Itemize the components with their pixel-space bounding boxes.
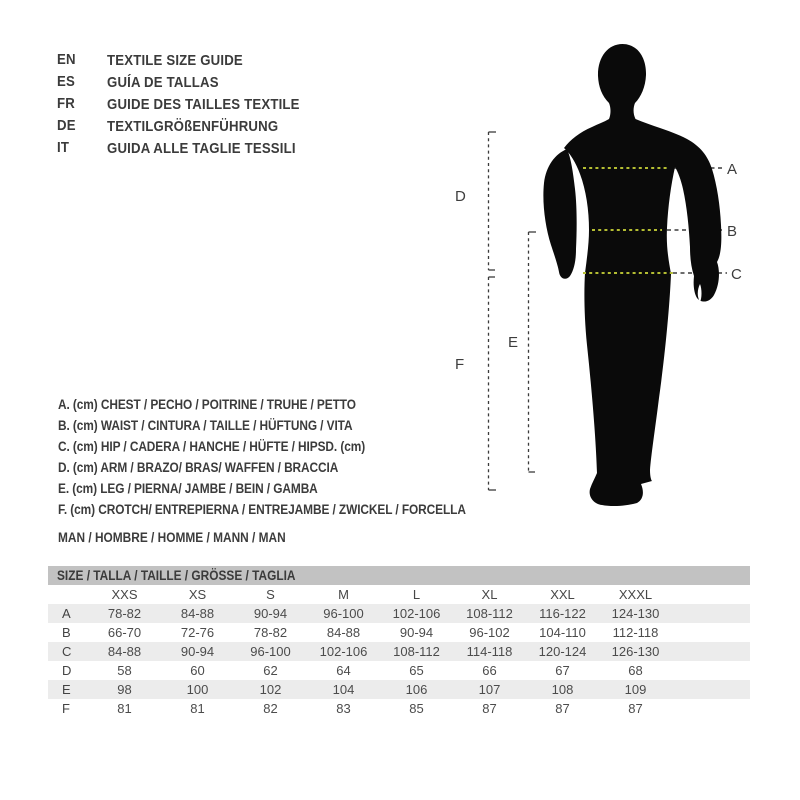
filler-cell xyxy=(672,661,750,680)
filler-cell xyxy=(672,699,750,718)
cell: 109 xyxy=(599,680,672,699)
table-row-c xyxy=(48,642,750,661)
row-label: F xyxy=(62,701,70,716)
table-row-d xyxy=(48,661,750,680)
cell: 106 xyxy=(380,680,453,699)
measurement-line-chest: A. (cm) CHEST / PECHO / POITRINE / TRUHE / PETTO xyxy=(58,397,356,412)
cell: 66-70 xyxy=(107,625,142,640)
cell: 126-130 xyxy=(599,642,672,661)
cell: 65 xyxy=(409,663,424,678)
col-header-xl: XL xyxy=(481,587,498,602)
row-label: E xyxy=(48,680,88,699)
cell: 96-100 xyxy=(307,604,380,623)
label-leg: E xyxy=(508,334,519,351)
measurement-line-crotch: F. (cm) CROTCH/ ENTREPIERNA / ENTREJAMBE / ZWICKEL / FORCELLA xyxy=(58,502,466,517)
col-header-xs: XS xyxy=(188,587,207,602)
cell: 104 xyxy=(307,680,380,699)
measurement-line-hip: C. (cm) HIP / CADERA / HANCHE / HÜFTE / HIPSD. (cm) xyxy=(58,439,366,454)
cell: 72-76 xyxy=(180,625,215,640)
row-label: D xyxy=(62,663,72,678)
lang-row-it xyxy=(57,137,477,159)
lang-row-fr xyxy=(57,93,477,115)
cell: 60 xyxy=(190,663,205,678)
filler-cell xyxy=(672,680,750,699)
cell: 84-88 xyxy=(326,625,361,640)
cell: 81 xyxy=(117,701,132,716)
cell: 83 xyxy=(336,701,351,716)
cell: 66 xyxy=(482,663,497,678)
cell: 112-118 xyxy=(612,625,659,640)
filler-cell xyxy=(672,623,750,642)
lang-row-es xyxy=(57,71,477,93)
man-silhouette xyxy=(564,44,721,506)
cell: 90-94 xyxy=(234,604,307,623)
table-row-f xyxy=(48,699,750,718)
cell: 87 xyxy=(555,701,570,716)
col-header-xxxl: XXXL xyxy=(618,587,653,602)
col-header-l: L xyxy=(412,587,421,602)
table-title: SIZE / TALLA / TAILLE / GRÖSSE / TAGLIA xyxy=(57,568,296,583)
lang-row-de xyxy=(57,115,477,137)
cell: 84-88 xyxy=(88,642,161,661)
col-header-xxs: XXS xyxy=(111,587,138,602)
cell: 84-88 xyxy=(161,604,234,623)
cell: 87 xyxy=(482,701,497,716)
lang-row-en xyxy=(57,49,477,71)
lang-title: TEXTILGRÖßENFÜHRUNG xyxy=(107,117,279,135)
cell: 107 xyxy=(453,680,526,699)
lang-code: IT xyxy=(57,139,70,156)
cell: 124-130 xyxy=(599,604,672,623)
measurements-legend xyxy=(58,394,518,520)
cell: 87 xyxy=(628,701,643,716)
cell: 108 xyxy=(526,680,599,699)
cell: 82 xyxy=(263,701,278,716)
lang-code: EN xyxy=(57,51,76,68)
label-chest: A xyxy=(727,161,738,178)
lang-title: GUÍA DE TALLAS xyxy=(107,73,219,91)
cell: 108-112 xyxy=(380,642,453,661)
cell: 98 xyxy=(88,680,161,699)
lang-code: ES xyxy=(57,73,75,90)
measurement-line-waist: B. (cm) WAIST / CINTURA / TAILLE / HÜFTUNG / VITA xyxy=(58,418,353,433)
title-block xyxy=(57,49,477,159)
cell: 81 xyxy=(190,701,205,716)
cell: 104-110 xyxy=(539,625,586,640)
cell: 67 xyxy=(555,663,570,678)
row-label: A xyxy=(48,604,88,623)
cell: 102 xyxy=(234,680,307,699)
filler-cell xyxy=(672,642,750,661)
cell: 62 xyxy=(263,663,278,678)
col-header-xxl: XXL xyxy=(550,587,575,602)
cell: 68 xyxy=(628,663,643,678)
label-hip: C xyxy=(731,266,742,283)
cell: 85 xyxy=(409,701,424,716)
cell: 100 xyxy=(161,680,234,699)
col-header-s: S xyxy=(266,587,275,602)
table-columns-row xyxy=(48,585,750,604)
cell: 116-122 xyxy=(526,604,599,623)
cell: 120-124 xyxy=(526,642,599,661)
cell: 78-82 xyxy=(88,604,161,623)
cell: 96-100 xyxy=(234,642,307,661)
cell: 96-102 xyxy=(469,625,510,640)
cell: 102-106 xyxy=(307,642,380,661)
label-arm: D xyxy=(455,188,466,205)
cell: 102-106 xyxy=(380,604,453,623)
lang-title: GUIDA ALLE TAGLIE TESSILI xyxy=(107,139,296,157)
row-label: B xyxy=(62,625,71,640)
corner-cell xyxy=(48,585,88,604)
cell: 90-94 xyxy=(399,625,434,640)
cell: 108-112 xyxy=(453,604,526,623)
table-row-e xyxy=(48,680,750,699)
measurement-line-arm: D. (cm) ARM / BRAZO/ BRAS/ WAFFEN / BRACCIA xyxy=(58,460,339,475)
filler-cell xyxy=(672,604,750,623)
cell: 114-118 xyxy=(453,642,526,661)
gender-line: MAN / HOMBRE / HOMME / MANN / MAN xyxy=(58,530,286,545)
table-row-a xyxy=(48,604,750,623)
man-left-arm xyxy=(543,149,576,279)
table-row-b xyxy=(48,623,750,642)
filler-cell xyxy=(672,585,750,604)
table-title-row xyxy=(48,566,750,585)
lang-code: DE xyxy=(57,117,76,134)
cell: 78-82 xyxy=(253,625,288,640)
cell: 90-94 xyxy=(161,642,234,661)
lang-title: TEXTILE SIZE GUIDE xyxy=(107,51,243,69)
cell: 58 xyxy=(117,663,132,678)
measurement-line-leg: E. (cm) LEG / PIERNA/ JAMBE / BEIN / GAMBA xyxy=(58,481,318,496)
row-label: C xyxy=(48,642,88,661)
col-header-m: M xyxy=(338,587,349,602)
size-table xyxy=(48,566,750,718)
label-crotch: F xyxy=(455,356,465,373)
label-waist: B xyxy=(727,223,738,240)
cell: 64 xyxy=(336,663,351,678)
lang-title: GUIDE DES TAILLES TEXTILE xyxy=(107,95,300,113)
lang-code: FR xyxy=(57,95,75,112)
